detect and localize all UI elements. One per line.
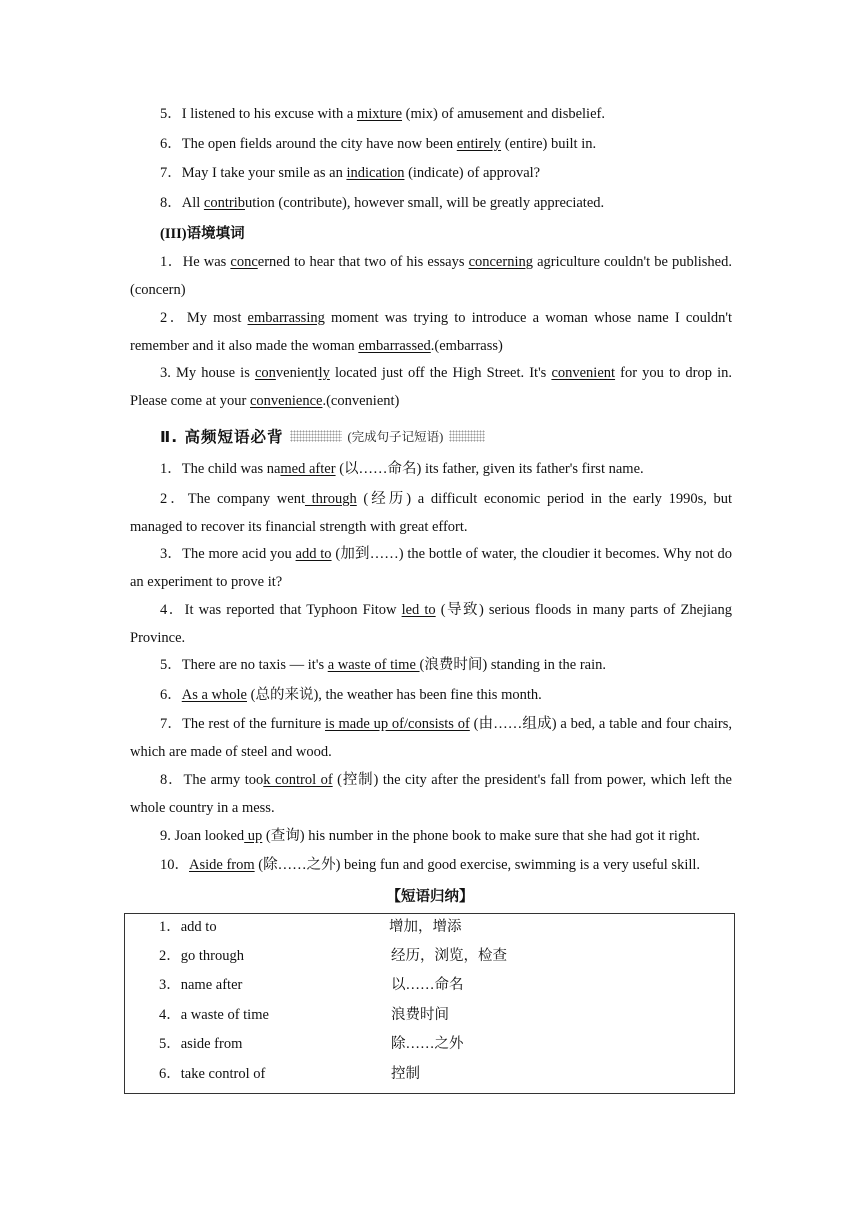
answer-blank: k control of <box>263 772 333 788</box>
part3-item <box>130 359 732 415</box>
sentence-text: erned to hear that two of his essays <box>257 254 469 270</box>
answer-blank: entirely <box>456 136 502 152</box>
answer-blank: up <box>244 828 263 844</box>
part2-item-6: 6．The open fields around the city have now been entirely (entire) built in. <box>160 136 597 152</box>
phrase-item <box>130 681 732 709</box>
part3-heading: (III)语境填词 <box>160 226 245 242</box>
summary-table <box>124 913 735 1094</box>
part2-item-7: 7．May I take your smile as an indication (indicate) of approval? <box>160 165 541 181</box>
phrase-item <box>130 822 732 850</box>
sentence-text: (控制) the city after the president's fall from power, which left the whole country in a mess. <box>130 772 732 816</box>
sentence-text: (经历) a difficult economic period in the early 1990s, but managed to recover its financial strength with great effort. <box>130 491 733 535</box>
phrase-item <box>130 485 732 541</box>
answer-blank: embarrassed <box>358 338 431 354</box>
phrase-zh: 增加，增添 <box>389 919 462 935</box>
dotted-decoration <box>449 430 485 442</box>
phrase-en: 6．take control of <box>159 1066 266 1082</box>
sentence-text: (除……之外) being fun and good exercise, swimming is a very useful skill. <box>254 857 701 873</box>
item-number: 2． <box>160 491 188 507</box>
answer-blank: through <box>304 491 357 507</box>
phrase-zh: 控制 <box>391 1066 420 1082</box>
sentence-text: .(embarrass) <box>430 338 503 354</box>
item-number: 8． <box>160 772 184 788</box>
part3-item <box>130 304 732 360</box>
section-title: Ⅱ. 高频短语必背 <box>160 428 284 446</box>
sentence-text: My most <box>186 310 248 326</box>
phrase-item <box>130 596 732 652</box>
item-number: 5． <box>160 657 182 673</box>
answer-blank: emba <box>247 310 279 326</box>
sentence-text: It was reported that Typhoon Fitow <box>184 602 402 618</box>
sentence-text: (查询) his number in the phone book to make sure that she had got it right. <box>262 828 701 844</box>
answer-blank: convenience <box>250 393 323 409</box>
sentence-text: (导致) serious floods in many parts of Zhejiang Province. <box>130 602 732 646</box>
answer-blank: con <box>254 365 276 381</box>
phrase-item <box>130 651 732 679</box>
answer-blank: ly <box>318 365 330 381</box>
sentence-text: The company went <box>187 491 305 507</box>
sentence-text: located just off the High Street. It's <box>329 365 552 381</box>
answer-blank: mixture <box>356 106 403 122</box>
answer-blank: conc <box>230 254 258 270</box>
sentence-text: There are no taxis — it's <box>181 657 328 673</box>
phrase-zh: 经历，浏览，检查 <box>391 948 507 964</box>
item-number: 3． <box>160 546 183 562</box>
answer-blank: Aside from <box>189 857 255 873</box>
section-heading <box>160 425 491 447</box>
item-number: 7． <box>160 716 183 732</box>
item-number: 10． <box>160 857 189 873</box>
phrase-en: 3．name after <box>159 977 243 993</box>
item-number: 9. <box>160 828 175 844</box>
answer-blank: contrib <box>203 195 245 211</box>
item-number: 1． <box>160 461 182 477</box>
sentence-text: The more acid you <box>182 546 296 562</box>
phrase-zh: 以……命名 <box>391 977 464 993</box>
phrase-item <box>130 710 732 766</box>
item-number: 1． <box>160 254 183 270</box>
sentence-text: The army too <box>183 772 264 788</box>
sentence-text: (由……组成) a bed, a table and four chairs, which are made of steel and wood. <box>130 716 733 760</box>
sentence-text: (以……命名) its father, given its father's first name. <box>335 461 644 477</box>
sentence-text: moment was trying to introduce a woman whose name I couldn't remember and it also made the woman <box>130 310 732 354</box>
answer-blank: As a whole <box>181 687 247 703</box>
answer-blank: concerning <box>468 254 533 270</box>
answer-blank: indication <box>346 165 405 181</box>
sentence-text: venient <box>275 365 319 381</box>
phrase-en: 2．go through <box>159 948 244 964</box>
sentence-text: My house is <box>175 365 255 381</box>
answer-blank: a waste of time <box>327 657 420 673</box>
item-number: 4． <box>160 602 185 618</box>
sentence-text: .(convenient) <box>322 393 400 409</box>
item-number: 2． <box>160 310 187 326</box>
sentence-text: Joan looked <box>174 828 245 844</box>
sentence-text: (总的来说), the weather has been fine this month. <box>247 687 542 703</box>
phrase-item <box>130 455 732 483</box>
part2-item-5: 5．I listened to his excuse with a mixture (mix) of amusement and disbelief. <box>160 106 605 122</box>
sentence-text: (浪费时间) standing in the rain. <box>419 657 606 673</box>
dotted-decoration <box>290 430 342 442</box>
item-number: 6． <box>160 687 182 703</box>
phrase-item <box>130 851 732 879</box>
part2-item-8: 8．All contribution (contribute), however small, will be greatly appreciated. <box>160 195 605 211</box>
summary-title: 【短语归纳】 <box>386 889 474 905</box>
sentence-text: He was <box>182 254 231 270</box>
answer-blank: med after <box>280 461 336 477</box>
sentence-text: The rest of the furniture <box>182 716 325 732</box>
phrase-item <box>130 540 732 596</box>
answer-blank: rrassing <box>278 310 325 326</box>
section-subtitle: (完成句子记短语) <box>347 430 444 444</box>
item-number: 3. <box>160 365 176 381</box>
answer-blank: add to <box>295 546 332 562</box>
answer-blank: convenient <box>551 365 616 381</box>
phrase-en: 4．a waste of time <box>159 1007 269 1023</box>
answer-blank: is made up of/consists of <box>325 716 470 732</box>
part3-item <box>130 248 732 304</box>
sentence-text: agriculture couldn't be published.(concern) <box>130 254 732 298</box>
phrase-zh: 除……之外 <box>391 1036 464 1052</box>
sentence-text: (加到……) the bottle of water, the cloudier it becomes. Why not do an experiment to prove it? <box>130 546 732 590</box>
phrase-en: 5．aside from <box>159 1036 243 1052</box>
phrase-en: 1．add to <box>159 919 217 935</box>
phrase-zh: 浪费时间 <box>391 1007 449 1023</box>
answer-blank: led to <box>401 602 436 618</box>
sentence-text: The child was na <box>181 461 281 477</box>
sentence-text: for you to drop in. Please come at your <box>130 365 733 409</box>
phrase-item <box>130 766 732 822</box>
